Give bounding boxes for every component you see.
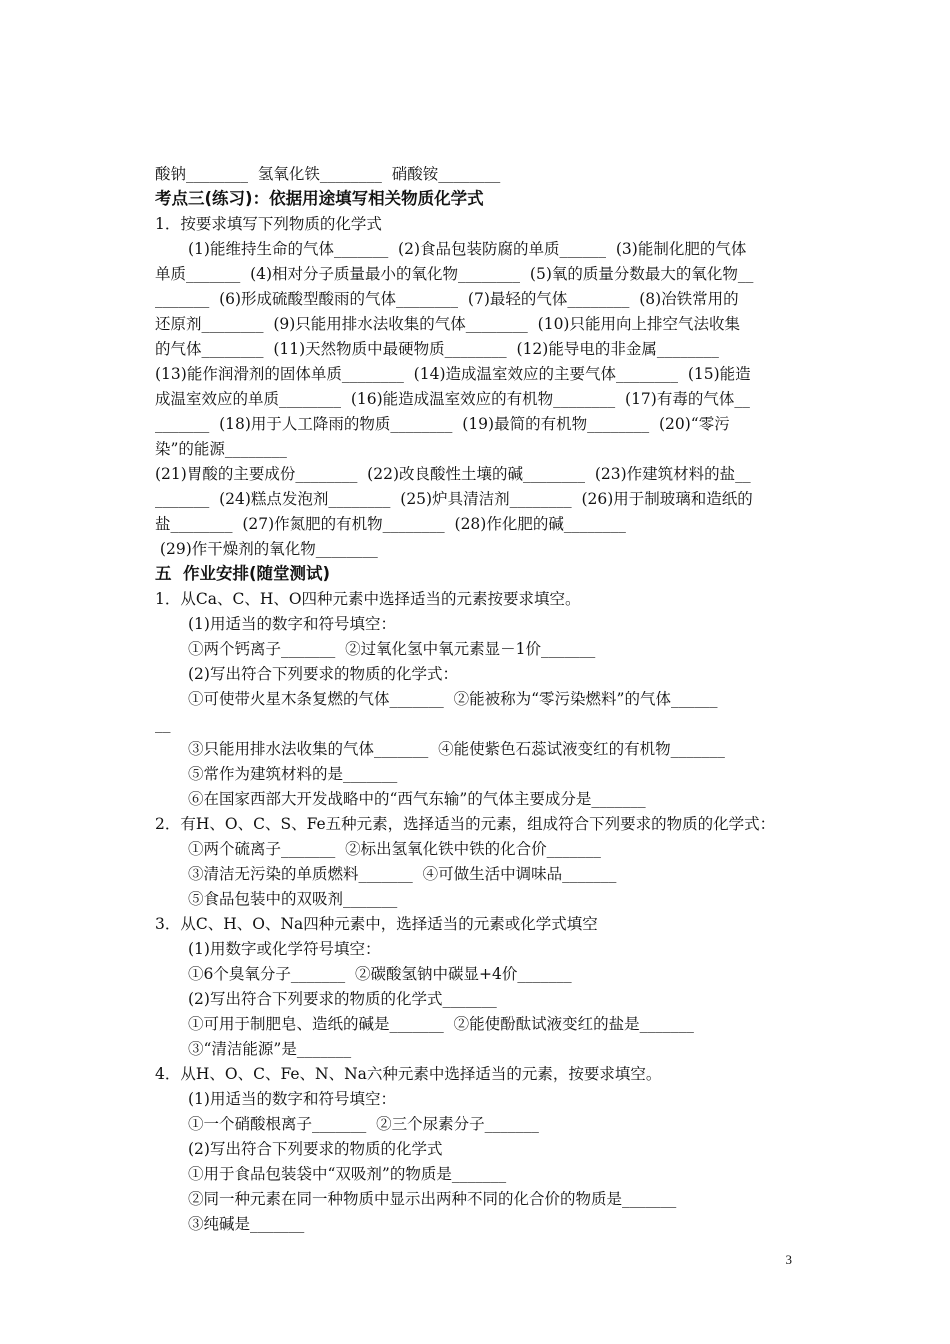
question-title: 2．有H、O、C、S、Fe五种元素，选择适当的元素，组成符合下列要求的物质的化学式：	[155, 815, 776, 833]
text-line: 盐________ (27)作氮肥的有机物________ (28)作化肥的碱________	[155, 515, 626, 533]
text-line: ③“清洁能源”是_______	[188, 1040, 352, 1058]
text-line: 还原剂________ (9)只能用排水法收集的气体________ (10)只能用向上排空气法收集	[155, 315, 740, 333]
section-heading: 考点三(练习)：依据用途填写相关物质化学式	[155, 189, 484, 208]
text-line: (13)能作润滑剂的固体单质________ (14)造成温室效应的主要气体________ (15)能造	[155, 365, 751, 383]
question-title: 1．从Ca、C、H、O四种元素中选择适当的元素按要求填空。	[155, 590, 581, 608]
text-line: ②同一种元素在同一种物质中显示出两种不同的化合价的物质是_______	[188, 1190, 677, 1208]
text-line: (1)用数字或化学符号填空：	[188, 940, 381, 958]
question-title: 3．从C、H、O、Na四种元素中，选择适当的元素或化学式填空	[155, 915, 598, 933]
text-line: ①6个臭氧分子_______ ②碳酸氢钠中碳显+4价_______	[188, 965, 572, 983]
text-line: ①可用于制肥皂、造纸的碱是_______ ②能使酚酞试液变红的盐是_______	[188, 1015, 694, 1033]
text-line: (1)用适当的数字和符号填空：	[188, 615, 396, 633]
text-line: (2)写出符合下列要求的物质的化学式	[188, 1140, 443, 1158]
text-line: 单质_______ (4)相对分子质量最小的氧化物________ (5)氧的质量分数最大的氧化物__	[155, 265, 754, 283]
text-line: 染”的能源________	[155, 440, 287, 458]
text-line: ③只能用排水法收集的气体_______ ④能使紫色石蕊试液变红的有机物_______	[188, 740, 725, 758]
text-line: ①用于食品包装袋中“双吸剂”的物质是_______	[188, 1165, 507, 1183]
text-line: 酸钠________ 氢氧化铁________ 硝酸铵________	[155, 165, 501, 183]
page-number: 3	[785, 1252, 792, 1267]
question-title: 4．从H、O、C、Fe、N、Na六种元素中选择适当的元素，按要求填空。	[155, 1065, 662, 1083]
text-line: (21)胃酸的主要成份________ (22)改良酸性土壤的碱________ (23)作建筑材料的盐__	[155, 465, 751, 483]
text-line: 的气体________ (11)天然物质中最硬物质________ (12)能导电的非金属________	[155, 340, 719, 358]
text-line: ①一个硝酸根离子_______ ②三个尿素分子_______	[188, 1115, 539, 1133]
text-line: ③清洁无污染的单质燃料_______ ④可做生活中调味品_______	[188, 865, 617, 883]
text-line: ⑤食品包装中的双吸剂_______	[188, 890, 398, 908]
text-line: (1)用适当的数字和符号填空：	[188, 1090, 396, 1108]
text-line: __	[155, 715, 171, 733]
text-line: ⑤常作为建筑材料的是_______	[188, 765, 398, 783]
section-heading: 五 作业安排(随堂测试)	[155, 564, 331, 583]
text-line: (29)作干燥剂的氧化物________	[155, 540, 378, 558]
text-line: ③纯碱是_______	[188, 1215, 305, 1233]
question-title: 1．按要求填写下列物质的化学式	[155, 215, 382, 233]
text-line: (1)能维持生命的气体_______ (2)食品包装防腐的单质______ (3)能制化肥的气体	[188, 240, 747, 258]
text-line: _______ (24)糕点发泡剂________ (25)炉具清洁剂________ (26)用于制玻璃和造纸的	[155, 490, 753, 508]
text-line: ⑥在国家西部大开发战略中的“西气东输”的气体主要成分是_______	[188, 790, 646, 808]
text-line: ①可使带火星木条复燃的气体_______ ②能被称为“零污染燃料”的气体______	[188, 690, 718, 708]
text-line: _______ (6)形成硫酸型酸雨的气体________ (7)最轻的气体________ (8)冶铁常用的	[155, 290, 739, 308]
text-line: ①两个硫离子_______ ②标出氢氧化铁中铁的化合价_______	[188, 840, 601, 858]
text-line: ①两个钙离子_______ ②过氧化氢中氧元素显－1价_______	[188, 640, 596, 658]
text-line: _______ (18)用于人工降雨的物质________ (19)最简的有机物________ (20)“零污	[155, 415, 730, 433]
text-line: 成温室效应的单质________ (16)能造成温室效应的有机物________ (17)有毒的气体__	[155, 390, 750, 408]
text-line: (2)写出符合下列要求的物质的化学式_______	[188, 990, 497, 1008]
text-line: (2)写出符合下列要求的物质的化学式：	[188, 665, 458, 683]
